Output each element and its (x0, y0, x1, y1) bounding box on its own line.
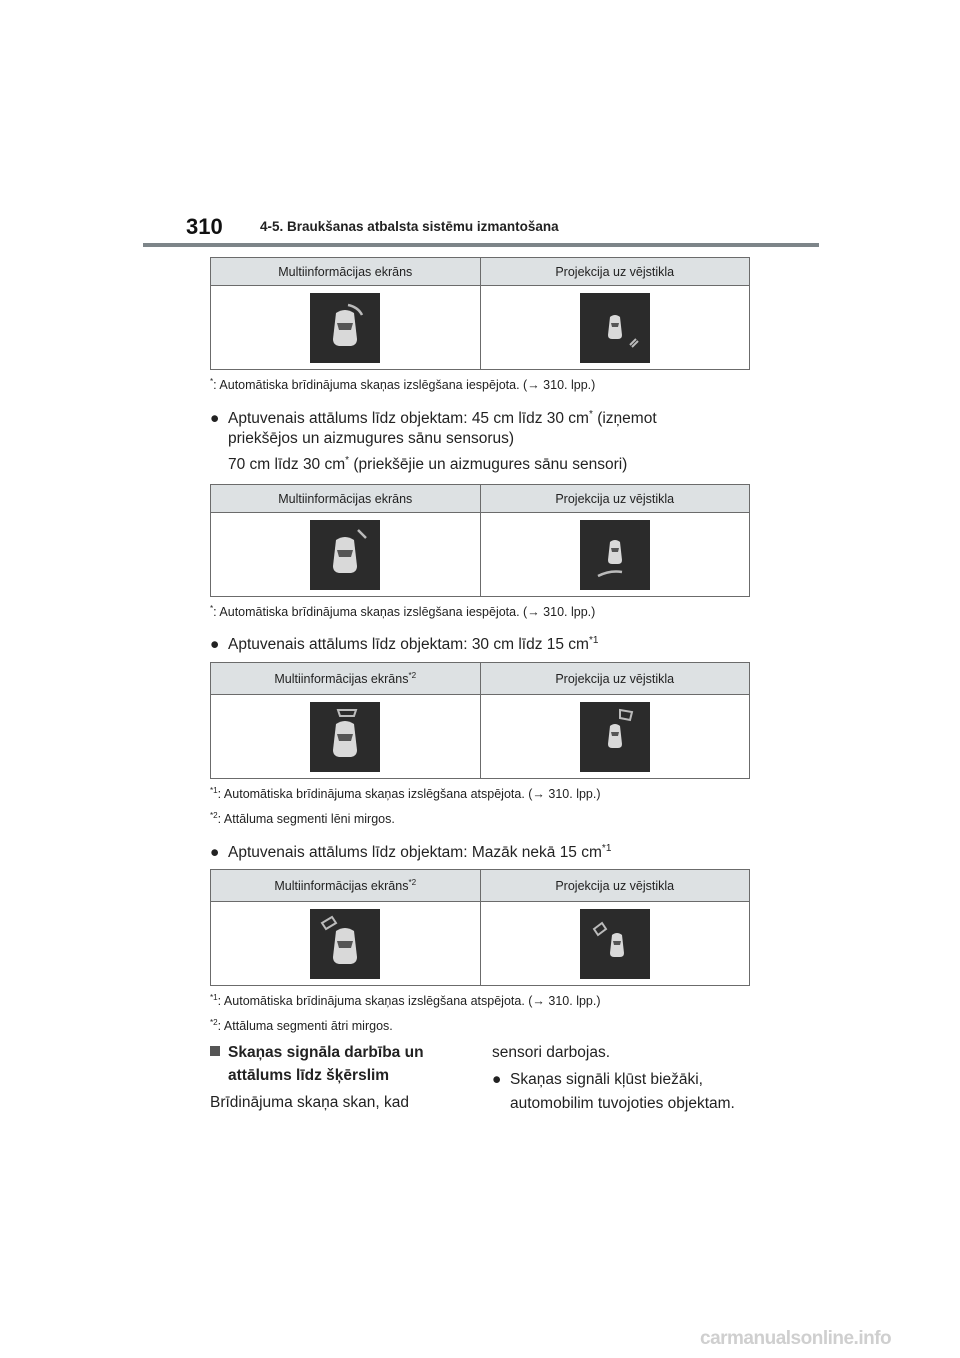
bullet-dot-icon: ● (210, 636, 220, 654)
bullet-2: ● Aptuvenais attālums līdz objektam: 30 cm līdz 15 $cm^{*1}$ (210, 628, 598, 658)
section-title: 4-5. Braukšanas atbalsta sistēmu izmantošana (260, 219, 559, 234)
bullet-1-line2: priekšējos un aizmugures sānu sensorus) (228, 430, 515, 447)
table1-note: *: Automātiska brīdinājuma skaņas izslēgšana iespējota. (→ 310. lpp.) (210, 377, 596, 393)
display-table-4 (210, 869, 750, 986)
multiinfo-display-image (310, 293, 380, 363)
hud-display-image (580, 520, 650, 590)
col-header-hud: Projekcija uz vējstikla (480, 258, 750, 286)
multiinfo-image-cell (211, 513, 481, 597)
col-header-multiinfo: Multiinformācijas ekrāns$^{*2}$ (211, 663, 481, 695)
table4-note-2: $^{*2}$: Attāluma segmenti ātri mirgos. (210, 1018, 393, 1034)
table3-note-2: $^{*2}$: Attāluma segmenti lēni mirgos. (210, 811, 395, 827)
hud-image-cell (480, 902, 750, 986)
display-table-2 (210, 484, 750, 597)
page-number: 310 (186, 214, 223, 239)
display-table-1 (210, 257, 750, 370)
col-header-multiinfo: Multiinformācijas ekrāns (211, 258, 481, 286)
display-table-3 (210, 662, 750, 779)
header-rule (143, 243, 819, 247)
bullet-1-line3: 70 cm līdz 30 cm* (priekšējie un aizmugures sānu sensori) (228, 455, 628, 474)
col-header-multiinfo: Multiinformācijas ekrāns (211, 485, 481, 513)
subsection-heading: Skaņas signāla darbība un (210, 1044, 424, 1062)
bullet-1: ● Aptuvenais attālums līdz objektam: 45 cm līdz 30 cm* (izņemot (210, 402, 657, 432)
bullet-3: ● Aptuvenais attālums līdz objektam: Mazāk nekā 15 $cm^{*1}$ (210, 836, 611, 866)
square-bullet-icon (210, 1046, 220, 1056)
col-header-hud: Projekcija uz vējstikla (480, 663, 750, 695)
multiinfo-image-cell (211, 286, 481, 370)
watermark: carmanualsonline.info (700, 1328, 892, 1349)
col-header-hud: Projekcija uz vējstikla (480, 485, 750, 513)
hud-image-cell (480, 513, 750, 597)
multiinfo-display-image (310, 520, 380, 590)
multiinfo-display-image (310, 702, 380, 772)
right-paragraph: sensori darbojas. (492, 1044, 611, 1061)
bullet-dot-icon: ● (210, 410, 220, 428)
hud-image-cell (480, 286, 750, 370)
hud-image-cell (480, 695, 750, 779)
hud-display-image (580, 909, 650, 979)
multiinfo-image-cell (211, 695, 481, 779)
multiinfo-image-cell (211, 902, 481, 986)
right-bullet: ● Skaņas signāli kļūst biežāki, (492, 1071, 703, 1088)
col-header-hud: Projekcija uz vējstikla (480, 870, 750, 902)
table3-note-1: $^{*1}$: Automātiska brīdinājuma skaņas izslēgšana atspējota. (→ 310. lpp.) (210, 786, 601, 802)
bullet-dot-icon: ● (492, 1071, 502, 1088)
left-paragraph: Brīdinājuma skaņa skan, kad (210, 1094, 410, 1111)
multiinfo-display-image (310, 909, 380, 979)
subsection-heading-line2: attālums līdz šķērslim (228, 1067, 390, 1084)
right-bullet-line2: automobilim tuvojoties objektam. (510, 1095, 735, 1112)
bullet-dot-icon: ● (210, 844, 220, 862)
table4-note-1: $^{*1}$: Automātiska brīdinājuma skaņas izslēgšana atspējota. (→ 310. lpp.) (210, 993, 601, 1009)
table2-note: *: Automātiska brīdinājuma skaņas izslēgšana iespējota. (→ 310. lpp.) (210, 604, 596, 620)
col-header-multiinfo: Multiinformācijas ekrāns$^{*2}$ (211, 870, 481, 902)
hud-display-image (580, 702, 650, 772)
hud-display-image (580, 293, 650, 363)
